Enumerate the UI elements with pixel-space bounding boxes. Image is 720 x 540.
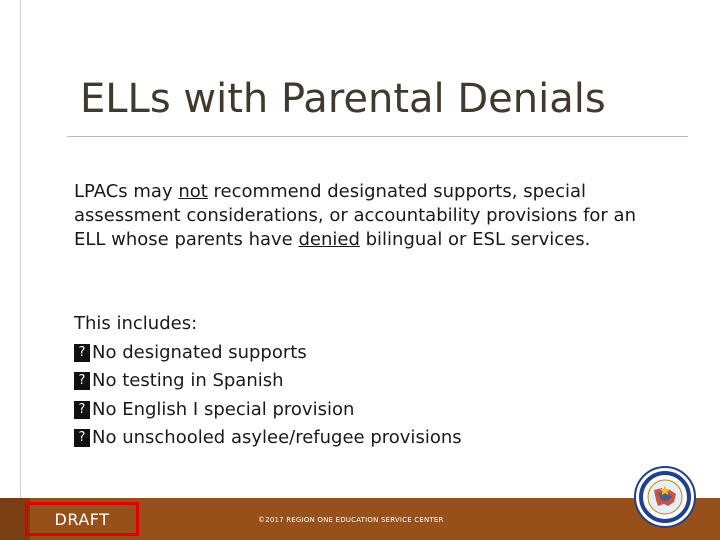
list-item [74,396,634,425]
list-item-text: No unschooled asylee/refugee provisions [92,427,462,448]
body-text-emphasis-not: not [178,181,208,202]
body-text-part-1: LPACs may [74,181,179,202]
list-item [74,339,634,368]
list-item-text: No designated supports [92,341,307,363]
body-text-part-3: bilingual or ESL services. [359,229,591,250]
missing-glyph-bullet-icon: ? [74,372,90,390]
list-item-text: No testing in Spanish [92,370,284,391]
includes-section [74,310,634,453]
missing-glyph-bullet-icon: ? [74,401,90,419]
list-item [74,367,634,396]
missing-glyph-bullet-icon: ? [74,429,90,447]
slide-left-frame [0,0,21,498]
includes-list [74,339,634,453]
title-divider [67,136,688,137]
body-paragraph [74,180,664,252]
body-text-part-2: recommend designated supports, special assessment considerations, or accountability provisions for an ELL whose parents have [74,181,636,250]
includes-intro: This includes: [74,313,198,334]
region-one-seal-icon [634,466,696,528]
body-text-emphasis-denied: denied [298,229,360,250]
list-item [74,424,634,453]
missing-glyph-bullet-icon: ? [74,344,90,362]
draft-label: DRAFT [25,502,139,536]
list-item-text: No English I special provision [92,398,355,420]
slide-title: ELLs with Parental Denials [80,76,606,122]
copyright-text: ©2017 REGION ONE EDUCATION SERVICE CENTER [258,516,444,524]
